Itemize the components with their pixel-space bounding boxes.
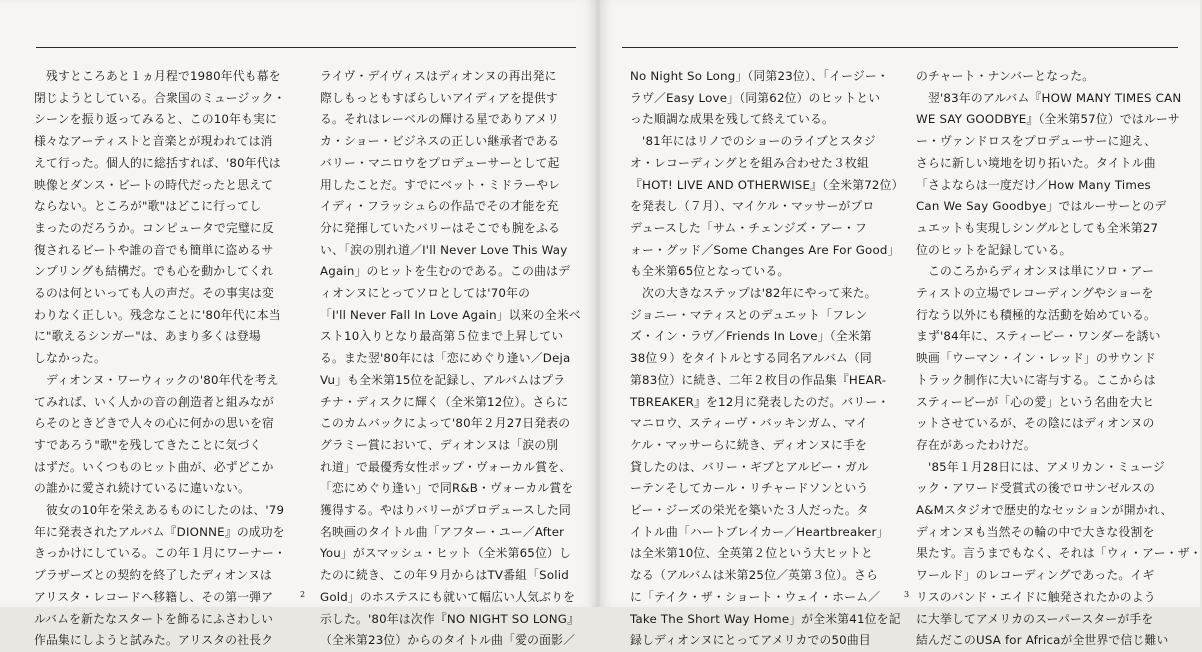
text-line: 結んだこのUSA for Africaが全世界で信じ難い xyxy=(916,633,1169,648)
text-line: （全米第23位）からのタイトル曲「愛の面影／ xyxy=(320,633,576,648)
text-line: ーテンそしてカール・リチャードソンという xyxy=(630,481,869,496)
text-line: ラヴ／Easy Love」（同第62位）のヒットとい xyxy=(630,90,881,105)
text-line: ティストの立場でレコーディングやショーを xyxy=(916,286,1154,301)
text-line: はずだ。いくつものヒット曲が、必ずどこか xyxy=(34,459,274,474)
text-line: 「I'll Never Fall In Love Again」以来の全米ベ xyxy=(320,307,581,322)
header-rule xyxy=(36,47,576,48)
text-line: このカムバックによって'80年２月27日発表の xyxy=(320,416,571,431)
text-line: ワールド」のレコーディングであった。イギ xyxy=(916,568,1155,583)
text-line: ィオンヌにとってソロとしては'70年の xyxy=(320,286,531,301)
text-line: 翌'83年のアルバム『HOW MANY TIMES CAN xyxy=(916,90,1182,105)
text-line: 作品集にしようと試みた。アリスタの社長ク xyxy=(34,633,274,648)
header-rule xyxy=(622,47,1178,48)
text-line: なる（アルバムは米第25位／英第３位）。さら xyxy=(630,568,879,583)
text-line: '85年１月28日には、アメリカン・ミュージ xyxy=(916,459,1165,474)
text-line: 38位９）をタイトルとする同名アルバム（同 xyxy=(630,351,872,366)
text-line: ュエットも実現しシングルとしても全米第27 xyxy=(916,220,1159,235)
text-line: えて行った。個人的に総括すれば、'80年代は xyxy=(34,155,281,170)
text-line: 「恋にめぐり逢い」で同R&B・ヴォーカル賞を xyxy=(320,481,574,496)
text-line: 果たす。言うまでもなく、それは「ウィ・アー・ザ・ xyxy=(916,546,1202,561)
text-line: 録しディオンヌにとってアメリカでの50曲目 xyxy=(630,633,871,648)
text-line: ライヴ・デイヴィスはディオンヌの再出発に xyxy=(320,69,557,83)
text-line: 行なう以外にも積極的な活動を始めている。 xyxy=(916,307,1156,322)
text-line: デュースした「サム・チェンジズ・アー・フ xyxy=(630,220,868,235)
text-line: 名映画のタイトル曲「アフター・ユー／After xyxy=(320,524,565,539)
text-line: ンプリングも結構だ。でも心を動かしてくれ xyxy=(34,264,274,279)
text-line: Take The Short Way Home」が全米第41位を記 xyxy=(630,611,901,626)
text-line: ルバムを新たなスタートを飾るにふさわしい xyxy=(34,611,274,626)
text-line: 存在があったわけだ。 xyxy=(916,437,1036,452)
text-line: ならない。ところが"歌"はどこに行ってし xyxy=(34,199,262,214)
text-line: てみれば、いく人かの音の創造者と組みなが xyxy=(34,394,274,409)
text-line: ジョニー・マティスとのデュエット「フレン xyxy=(630,307,868,322)
text-line: シーンを振り返ってみると、この10年も実に xyxy=(34,112,278,127)
text-line: る。それはレーベルの輝ける星でありアメリ xyxy=(320,112,560,127)
text-line: 閉じようとしている。合衆国のミュージック・ xyxy=(34,90,286,105)
left-page-column-1 xyxy=(34,66,304,652)
text-line: スト10入りとなり最高第５位まで上昇してい xyxy=(320,329,564,344)
text-line: Can We Say Goodbye」ではルーサーとのデ xyxy=(916,199,1167,214)
text-line: 残すところあと１ヵ月程で1980年代も幕を xyxy=(34,69,281,83)
text-line: 『HOT! LIVE AND OTHERWISE』（全米第72位） xyxy=(630,177,904,192)
text-line: 用したことだ。すでにベット・ミドラーやレ xyxy=(320,177,561,192)
text-line: ー・ヴァンドロスをプロデューサーに迎え、 xyxy=(916,134,1157,149)
text-line: きっかけにしている。この年１月にワーナー・ xyxy=(34,546,286,561)
text-line: 映像とダンス・ビートの時代だったと思えて xyxy=(34,177,274,192)
page-number: 2 xyxy=(300,590,306,599)
text-line: のチャート・ナンバーとなった。 xyxy=(916,69,1095,83)
text-line: 第83位）に続き、二年２枚目の作品集『HEAR- xyxy=(630,372,887,387)
text-line: ディオンヌ・ワーウィックの'80年代を考え xyxy=(34,372,279,387)
text-line: リスのバンド・エイドに触発されたかのよう xyxy=(916,589,1156,604)
text-line: チナ・ディスクに輝く（全米第12位）。さらに xyxy=(320,394,569,409)
text-line: カ・ショー・ビジネスの正しい継承者である xyxy=(320,134,560,149)
text-line: マニロウ、スティーヴ・バッキンガム、マイ xyxy=(630,416,868,431)
text-line: ォー・グッド／Some Changes Are For Good」 xyxy=(630,242,900,257)
right-page-column-1 xyxy=(630,66,904,652)
text-line: A&Mスタジオで歴史的なセッションが開かれ、 xyxy=(916,503,1173,518)
text-line: Gold」のホステスにも就いて幅広い人気ぶりを xyxy=(320,589,576,604)
right-page-column-2 xyxy=(916,66,1202,652)
text-line: を発表し（７月）、マイケル・マッサーがプロ xyxy=(630,199,875,214)
text-line: れ道」で最優秀女性ポップ・ヴォーカル賞を、 xyxy=(320,459,572,474)
text-line: すであろう"歌"を残してきたことに気づく xyxy=(34,437,262,452)
text-line: 際しもっともすばらしいアイディアを提供す xyxy=(320,90,558,105)
text-line: に「テイク・ザ・ショート・ウェイ・ホーム／ xyxy=(630,589,881,604)
text-line: 映画「ウーマン・イン・レッド」のサウンド xyxy=(916,351,1156,366)
text-line: TBREAKER』を12月に発表したのだ。バリー・ xyxy=(630,394,890,409)
text-line: スティービーが「心の愛」という名曲を大ヒ xyxy=(916,394,1155,409)
text-line: Vu」も全米第15位を記録し、アルバムはプラ xyxy=(320,372,566,387)
left-page xyxy=(0,0,597,648)
text-line: ズ・イン・ラヴ／Friends In Love」（全米第 xyxy=(630,329,872,344)
text-line: トラック制作に大いに寄与する。ここからは xyxy=(916,372,1156,387)
text-line: 復されるビートや誰の音でも簡単に盗めるサ xyxy=(34,242,274,257)
text-line: らそのときどきで人々の心に何かの思いを宿 xyxy=(34,416,274,431)
text-line: ビー・ジーズの栄光を築いた３人だった。タ xyxy=(630,503,869,518)
text-line: 示した。'80年は次作『NO NIGHT SO LONG』 xyxy=(320,611,580,626)
text-line: に大挙してアメリカのスーパースターが手を xyxy=(916,611,1154,626)
text-line: ック・アワード受賞式の後でロサンゼルスの xyxy=(916,481,1155,496)
text-line: イトル曲「ハートブレイカー／Heartbreaker」 xyxy=(630,524,889,539)
text-line: る。また翌'80年には「恋にめぐり逢い／Deja xyxy=(320,351,571,366)
text-line: 獲得する。やはりバリーがプロデュースした同 xyxy=(320,503,571,518)
text-line: 次の大きなステップは'82年にやって来た。 xyxy=(630,286,877,301)
text-line: 位のヒットを記録している。 xyxy=(916,242,1072,257)
text-line: 「さよならは一度だけ／How Many Times xyxy=(916,177,1151,192)
text-line: たのに続き、この年９月からはTV番組「Solid xyxy=(320,568,569,583)
text-line: しなかった。 xyxy=(34,351,106,366)
text-line: さらに新しい境地を切り拓いた。タイトル曲 xyxy=(916,155,1156,170)
text-line: WE SAY GOODBYE』（全米第57位）ではルーサ xyxy=(916,112,1180,127)
text-line: イディ・フラッシュらの作品でその才能を充 xyxy=(320,199,559,214)
text-line: 彼女の10年を栄えあるものにしたのは、'79 xyxy=(34,503,285,518)
text-line: った順調な成果を残して終えている。 xyxy=(630,112,834,127)
text-line: Again」のヒットを生むのである。この曲はデ xyxy=(320,264,571,279)
text-line: アリスタ・レコードへ移籍し、その第一弾ア xyxy=(34,589,274,604)
text-line: オ・レコーディングとを組み合わせた３枚組 xyxy=(630,155,869,170)
text-line: 貸したのは、バリー・ギブとアルビー・ガル xyxy=(630,459,869,474)
text-line: 年に発表されたアルバム『DIONNE』の成功を xyxy=(34,524,285,539)
right-page xyxy=(600,0,1202,648)
text-line: ブラザーズとの契約を終了したディオンヌは xyxy=(34,568,272,583)
text-line: まず'84年に、スティービー・ワンダーを誘い xyxy=(916,329,1161,344)
text-line: の誰かに愛され続けているに違いない。 xyxy=(34,481,250,496)
text-line: バリー・マニロウをプロデューサーとして起 xyxy=(320,155,560,170)
text-line: も全米第65位となっている。 xyxy=(630,264,790,279)
text-line: ケル・マッサーらに続き、ディオンヌに手を xyxy=(630,437,867,452)
text-line: グラミー賞において、ディオンヌは「涙の別 xyxy=(320,437,559,452)
page-number: 3 xyxy=(904,590,910,599)
text-line: このころからディオンヌは単にソロ・アー xyxy=(916,264,1155,279)
text-line: 様々なアーティストと音楽とが現われては消 xyxy=(34,134,273,149)
text-line: は全米第10位、全英第２位という大ヒットと xyxy=(630,546,873,561)
text-line: ディオンヌも当然その輪の中で大きな役割を xyxy=(916,524,1155,539)
text-line: るのは何といっても人の声だ。その事実は変 xyxy=(34,286,274,301)
left-page-column-2 xyxy=(320,66,590,652)
text-line: い、「涙の別れ道／I'll Never Love This Way xyxy=(320,242,568,257)
text-line: まったのだろうか。コンピュータで完璧に反 xyxy=(34,220,274,235)
text-line: 分に発揮していたバリーはそこでも腕をふる xyxy=(320,220,560,235)
text-line: に"歌えるシンガー"は、あまり多くは登場 xyxy=(34,329,261,344)
text-line: わりなく正しい。残念なことに'80年代に本当 xyxy=(34,307,281,322)
text-line: You」がスマッシュ・ヒット（全米第65位）し xyxy=(320,546,571,561)
text-line: '81年にはリノでのショーのライブとスタジ xyxy=(630,134,876,149)
text-line: No Night So Long」（同第23位）、「イージー・ xyxy=(630,69,889,83)
text-line: ットさせているが、その陰にはディオンヌの xyxy=(916,416,1155,431)
